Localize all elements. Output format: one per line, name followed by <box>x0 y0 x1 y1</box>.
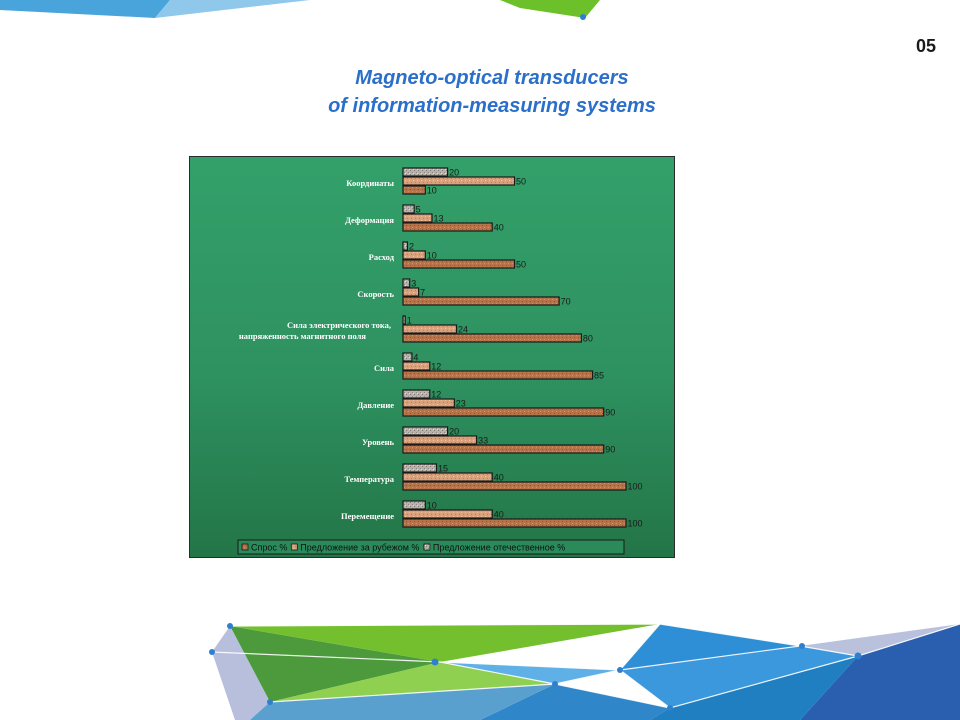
data-label: 12 <box>431 361 442 372</box>
data-label: 23 <box>455 398 466 409</box>
legend-label: Предложение отечественное % <box>432 542 566 553</box>
legend <box>238 540 624 554</box>
bar <box>403 297 559 305</box>
bar <box>403 353 412 361</box>
data-label: 10 <box>426 185 437 196</box>
category-label: Скорость <box>357 289 394 299</box>
bar <box>403 316 405 324</box>
data-label: 100 <box>627 481 643 492</box>
data-label: 80 <box>582 333 593 344</box>
bar <box>403 214 432 222</box>
bar <box>403 519 626 527</box>
bar <box>403 445 604 453</box>
data-label: 10 <box>426 500 437 511</box>
data-label: 33 <box>478 435 489 446</box>
data-label: 50 <box>516 176 527 187</box>
category-label: Расход <box>368 252 394 262</box>
slide-title <box>0 64 960 120</box>
data-label: 10 <box>426 250 437 261</box>
bar <box>403 408 604 416</box>
data-label: 2 <box>408 241 414 252</box>
category-label: Перемещение <box>341 511 394 521</box>
bar <box>403 288 419 296</box>
plot-area <box>239 168 643 529</box>
bar <box>403 279 410 287</box>
bar <box>403 334 581 342</box>
bar <box>403 242 407 250</box>
legend-label: Предложение за рубежом % <box>300 542 420 553</box>
bar-chart <box>189 156 675 558</box>
bar <box>403 223 492 231</box>
category-label: Деформация <box>345 215 394 225</box>
data-label: 70 <box>560 296 571 307</box>
title-line-2: of information-measuring systems <box>328 95 656 117</box>
bar <box>403 168 448 176</box>
category-label: Сила <box>373 363 394 373</box>
bottom-decoration <box>0 600 960 720</box>
bar <box>403 362 430 370</box>
category-label: Температура <box>344 474 394 484</box>
data-label: 90 <box>605 444 616 455</box>
bar <box>403 186 425 194</box>
top-decoration <box>0 0 960 24</box>
data-label: 90 <box>605 407 616 418</box>
title-line-1: Magneto-optical transducers <box>355 67 629 89</box>
category-label: напряженность магнитного поля <box>238 331 366 341</box>
data-label: 3 <box>411 278 417 289</box>
data-label: 15 <box>437 463 448 474</box>
category-label: Давление <box>357 400 394 410</box>
bar <box>403 436 477 444</box>
data-label: 5 <box>415 204 421 215</box>
data-label: 4 <box>413 352 419 363</box>
bar <box>403 464 436 472</box>
chart-canvas <box>190 157 676 559</box>
bar <box>403 482 626 490</box>
bar <box>403 473 492 481</box>
data-label: 7 <box>420 287 426 298</box>
bar <box>403 399 454 407</box>
legend-label: Спрос % <box>251 542 288 553</box>
data-label: 20 <box>449 167 460 178</box>
legend-swatch <box>242 544 248 550</box>
data-label: 100 <box>627 518 643 529</box>
bar <box>403 205 414 213</box>
data-label: 40 <box>493 472 504 483</box>
data-label: 12 <box>431 389 442 400</box>
legend-swatch <box>291 544 297 550</box>
data-label: 50 <box>516 259 527 270</box>
data-label: 40 <box>493 509 504 520</box>
data-label: 85 <box>594 370 605 381</box>
bar <box>403 501 425 509</box>
bar <box>403 371 593 379</box>
bar <box>403 177 515 185</box>
data-label: 20 <box>449 426 460 437</box>
data-label: 13 <box>433 213 444 224</box>
legend-swatch <box>424 544 430 550</box>
data-label: 1 <box>406 315 412 326</box>
data-label: 40 <box>493 222 504 233</box>
bar <box>403 510 492 518</box>
bar <box>403 251 425 259</box>
category-label: Уровень <box>361 437 394 447</box>
page-number: 05 <box>915 36 936 56</box>
bar <box>403 260 515 268</box>
bar <box>403 325 457 333</box>
category-label: Координаты <box>346 178 394 188</box>
category-label: Сила электрического тока, <box>286 320 391 330</box>
bar <box>403 427 448 435</box>
bar <box>403 390 430 398</box>
data-label: 24 <box>458 324 469 335</box>
